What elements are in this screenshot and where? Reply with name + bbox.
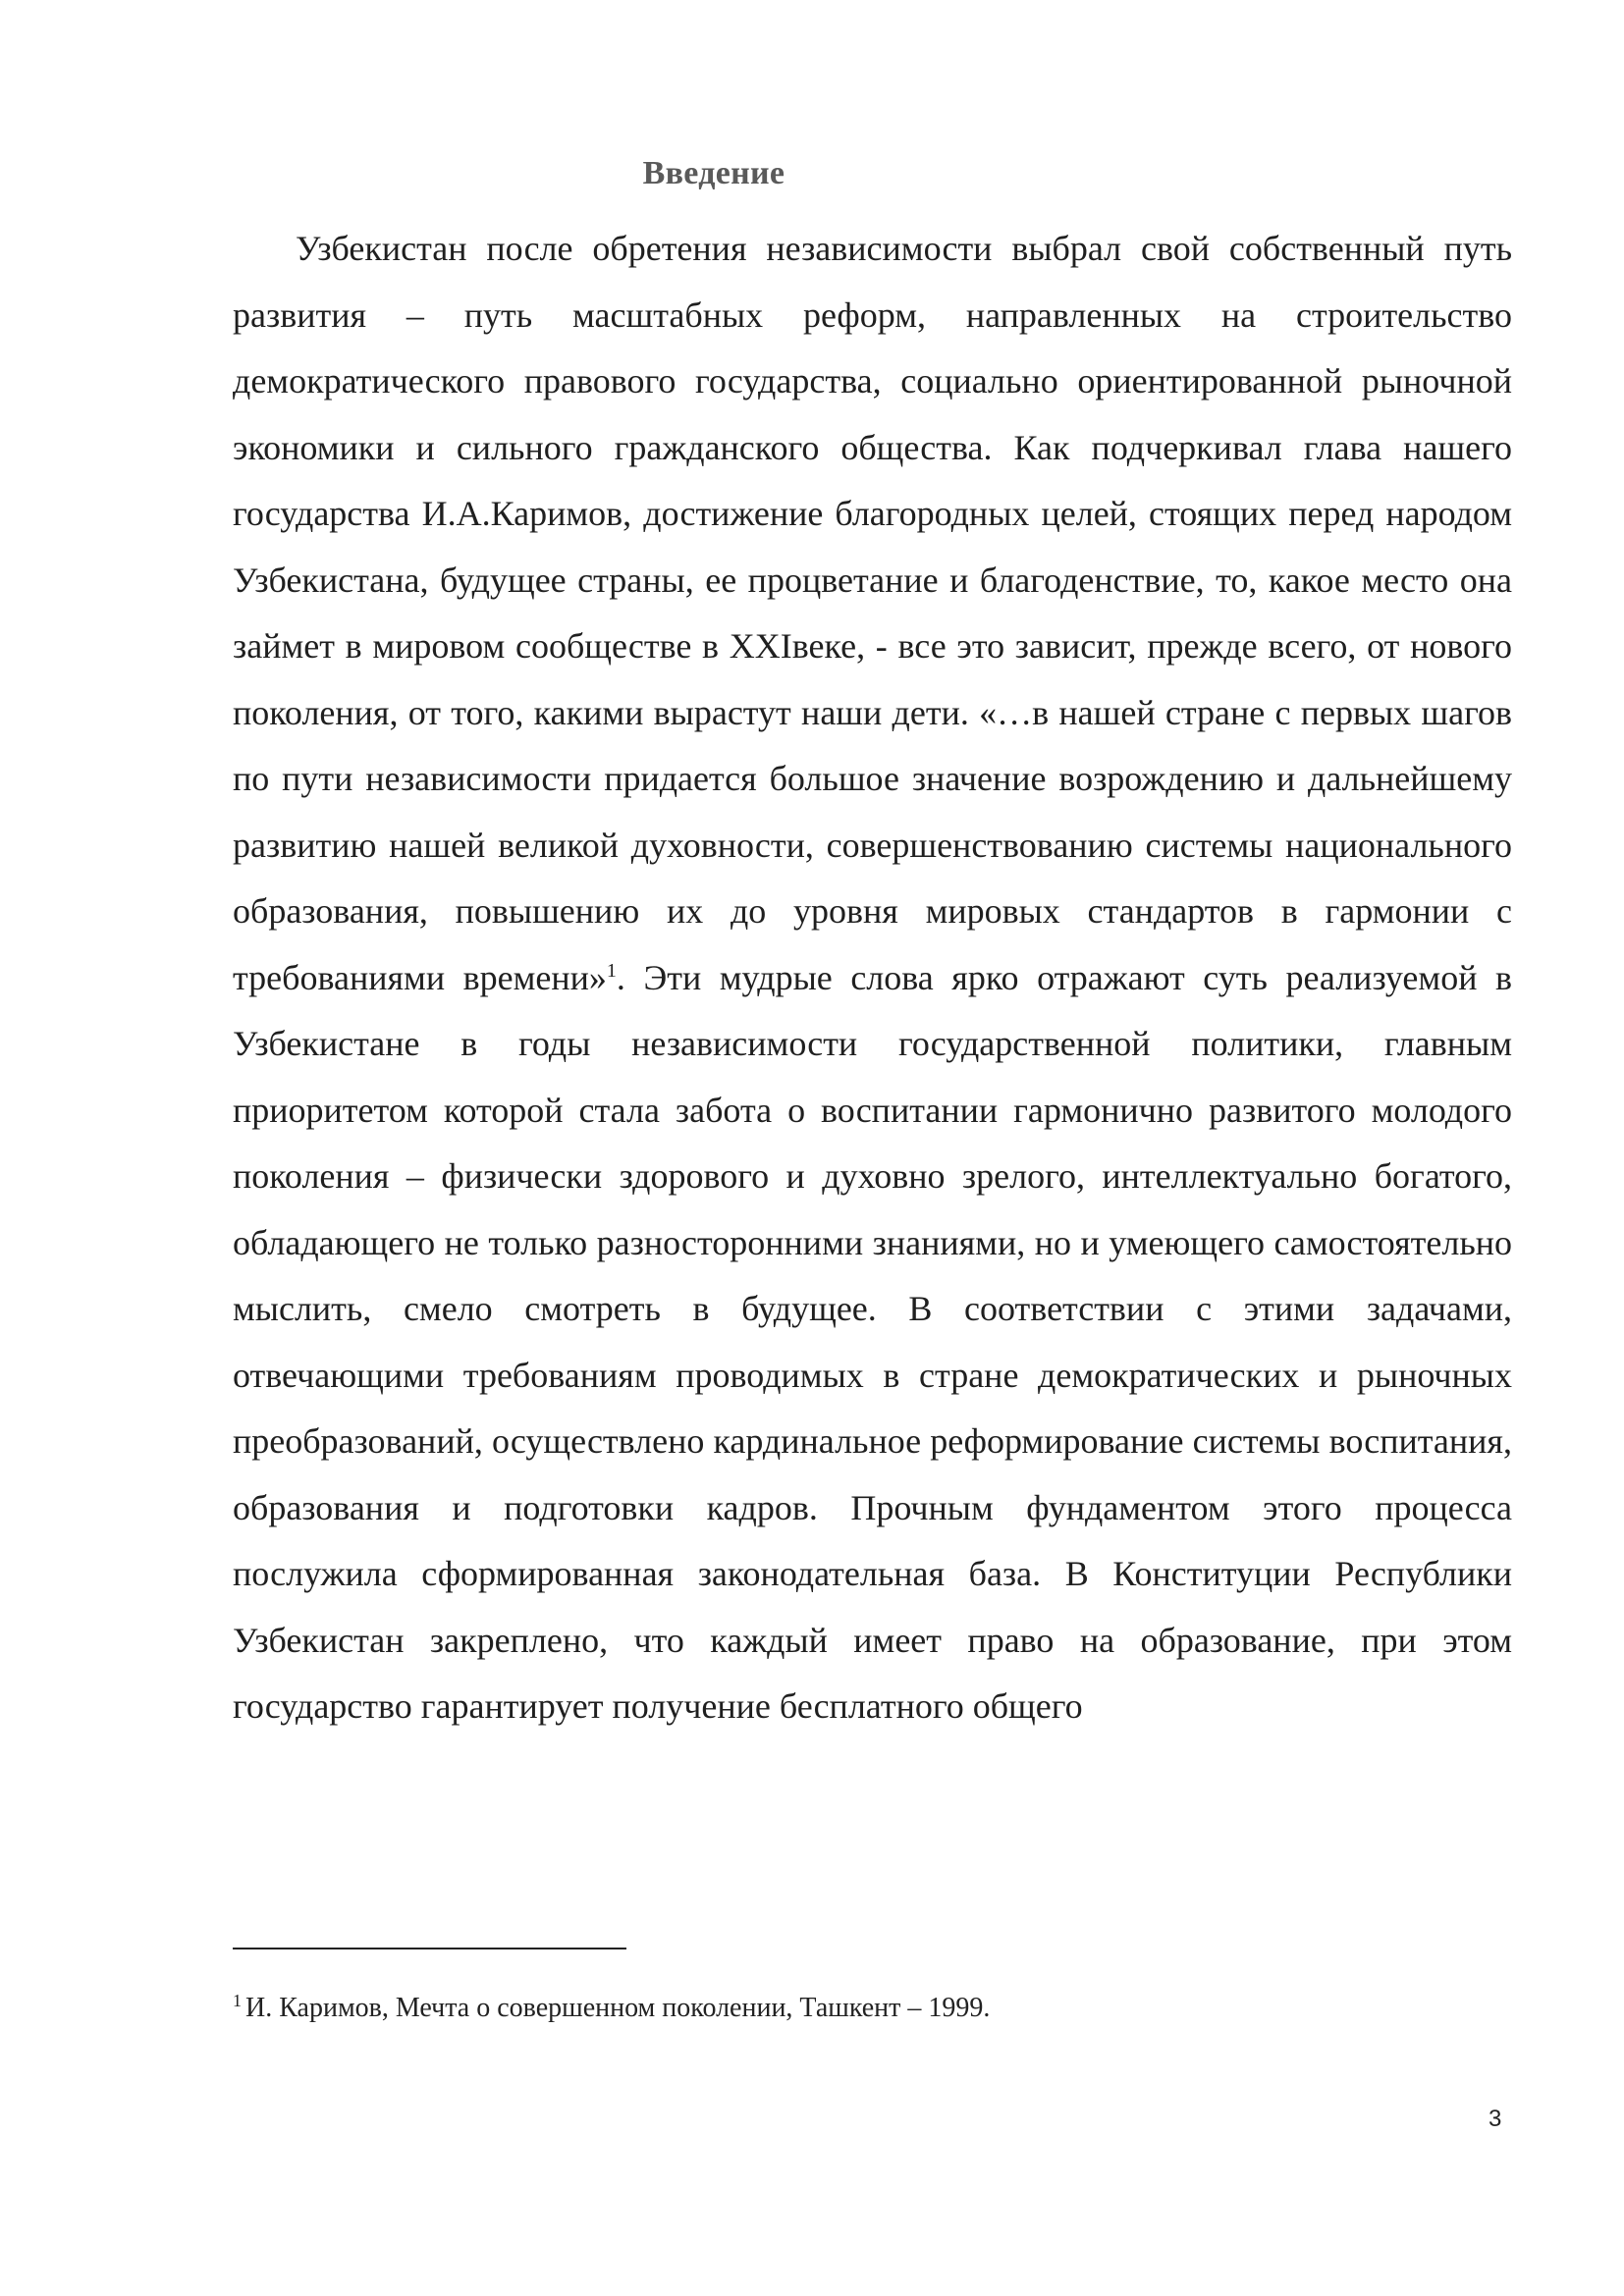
section-heading — [0, 155, 1624, 192]
page-number: 3 — [1489, 2106, 1502, 2132]
footnote — [233, 1990, 991, 2024]
heading-text: Введение — [642, 155, 785, 191]
paragraph-text-part2: . Эти мудрые слова ярко отражают суть реализуемой в Узбекистане в годы независимости государственной политики, главным приоритетом которой стала забота о воспитании гармонично развитого молодого поколения – физически здорового и духовно зрелого, интеллектуально богатого, обладающего не только разносторонними знаниями, но и умеющего самостоятельно мыслить, смело смотреть в будущее. В соответствии с этими задачами, отвечающими требованиям проводимых в стране демократических и рыночных преобразований, осуществлено кардинальное реформирование системы воспитания, образования и подготовки кадров. Прочным фундаментом этого процесса послужила сформированная законодательная база. В Конституции Республики Узбекистан закреплено, что каждый имеет право на образование, при этом государство гарантирует получение бесплатного общего — [233, 957, 1512, 1726]
body-paragraph — [233, 216, 1512, 1740]
paragraph-text-part1: Узбекистан после обретения независимости выбрал свой собственный путь развития – путь масштабных реформ, направленных на строительство демократического правового государства, социально ориентированной рыночной экономики и сильного гражданского общества. Как подчеркивал глава нашего государства И.А.Каримов, достижение благородных целей, стоящих перед народом Узбекистана, будущее страны, ее процветание и благоденствие, то, какое место она займет в мировом сообществе в XXIвеке, - все это зависит, прежде всего, от нового поколения, от того, какими вырастут наши дети. «…в нашей стране с первых шагов по пути независимости придается большое значение возрождению и дальнейшему развитию нашей великой духовности, совершенствованию системы национального образования, повышению их до уровня мировых стандартов в гармонии с требованиями времени» — [233, 229, 1512, 997]
footnote-number: 1 — [233, 1990, 242, 2010]
footnote-text: И. Каримов, Мечта о совершенном поколении, Ташкент – 1999. — [245, 1993, 991, 2023]
footnote-reference: 1 — [606, 959, 617, 982]
footnote-separator — [233, 1948, 626, 1949]
